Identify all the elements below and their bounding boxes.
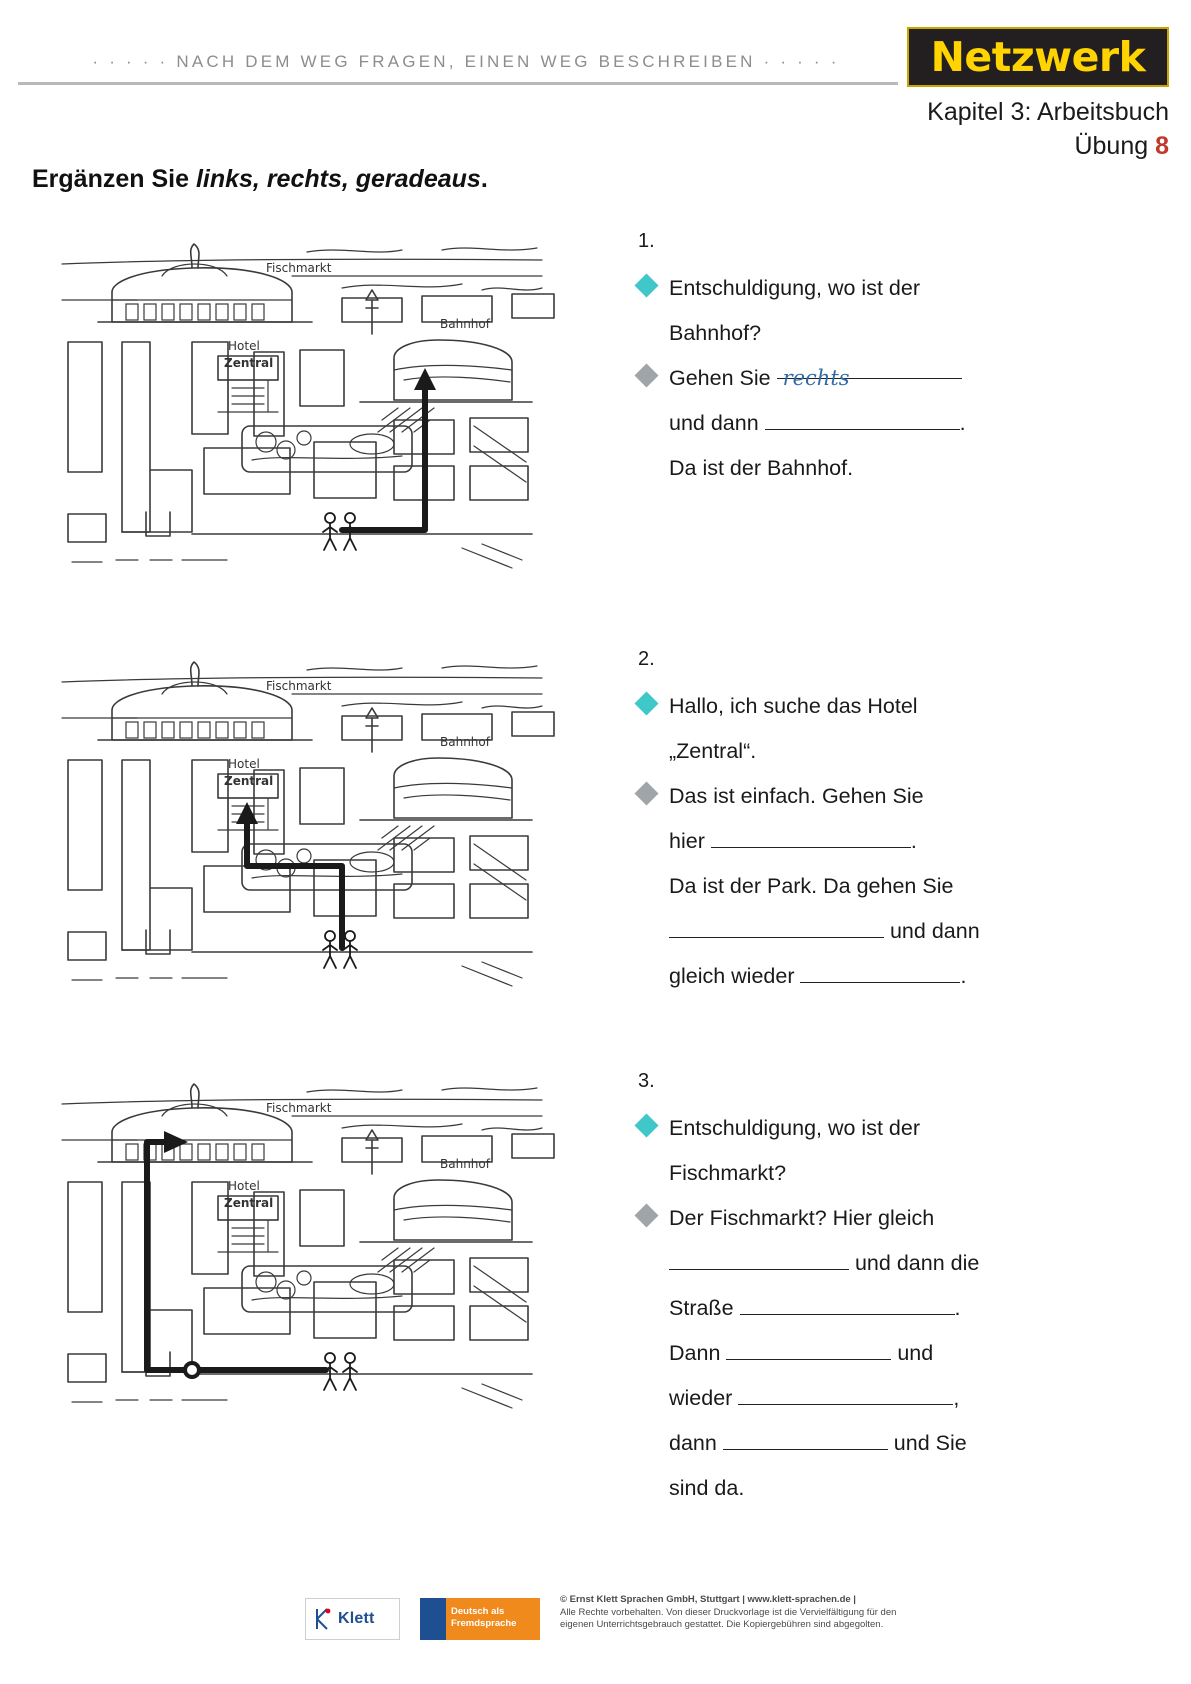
dialogue-text [669,447,1158,490]
dialogue-text [669,910,1158,953]
answer-filled[interactable]: rechts [777,357,962,379]
dialogue-text [669,1332,1158,1375]
dialogue-text [669,820,1158,863]
dialogue-line [638,910,1158,953]
dialogue-text-run: , [953,1386,960,1410]
dialogue-text [669,357,1158,400]
netzwerk-logo [907,27,1169,87]
dots-right: · · · · · [763,52,840,71]
answer-blank[interactable] [800,960,960,983]
dialogue-text [669,1242,1158,1285]
city-map-2 [42,648,562,1008]
dialogue-text [669,402,1158,445]
dialogue-line [638,820,1158,863]
dialogue-text [669,1467,1158,1510]
speaker-a-diamond-icon [634,273,658,297]
answer-blank[interactable] [765,407,960,430]
bullet-spacer [634,1473,658,1497]
map-label-hotel: Hotel [228,1179,260,1193]
speaker-b-diamond-icon [634,363,658,387]
answer-blank[interactable] [669,1247,849,1270]
dialogue-text-run: dann [669,1431,723,1455]
dialogue-text [669,1152,1158,1195]
dialogue-line [638,1377,1158,1420]
dialogue-1 [638,230,1158,492]
dialogue-line [638,1197,1158,1240]
map-drawing [42,1070,562,1430]
dialogue-text [669,730,1158,773]
instruction-line [32,165,488,194]
exercise-block-2 [0,648,1191,1048]
daf-logo [420,1598,540,1640]
header-divider [18,82,898,85]
dialogue-line [638,730,1158,773]
exercise-label-text: Übung [1074,132,1149,160]
dialogue-text-run: Gehen Sie [669,366,777,390]
exercise-block-3 [0,1070,1191,1500]
klett-mark-icon [313,1607,333,1631]
bullet-spacer [634,1338,658,1362]
dialogue-text [669,1422,1158,1465]
city-map-1 [42,230,562,590]
dialogue-text-run: . [959,411,966,435]
speaker-a-diamond-icon [634,691,658,715]
dialogue-text-run: Straße [669,1296,740,1320]
answer-blank[interactable] [723,1427,888,1450]
answer-blank[interactable] [738,1382,953,1405]
dialogue-text-run: und dann [884,919,980,943]
dialogue-text-run: Das ist einfach. Gehen Sie [669,784,924,808]
dialogue-text-run: . [910,829,917,853]
dialogue-text-run: Entschuldigung, wo ist der [669,276,920,300]
bullet-spacer [634,826,658,850]
dialogue-text-run: . [954,1296,961,1320]
dialogue-text-run: und [891,1341,934,1365]
copyright-line-1: © Ernst Klett Sprachen GmbH, Stuttgart | www.klett-sprachen.de | [560,1594,856,1605]
dialogue-text-run: Dann [669,1341,727,1365]
exercise-block-1 [0,230,1191,630]
dialogue-text [669,312,1158,355]
page-header [0,0,1191,160]
dialogue-line [638,685,1158,728]
dialogue-text-run: und dann [669,411,765,435]
daf-logo-text [446,1598,540,1640]
dialogue-text-run: Der Fischmarkt? Hier gleich [669,1206,935,1230]
map-label-zentral: Zentral [224,774,274,788]
dialogue-text [669,1107,1158,1150]
dialogue-text [669,267,1158,310]
bullet-spacer [634,1293,658,1317]
daf-logo-block [420,1598,446,1640]
dialogue-line [638,402,1158,445]
answer-blank[interactable] [726,1337,891,1360]
instruction-words: links, rechts, geradeaus [195,165,481,193]
dialogue-text-run: Da ist der Bahnhof. [669,456,854,480]
dots-left: · · · · · [92,52,169,71]
item-number: 3. [638,1070,655,1092]
netzwerk-logo-text: Netzwerk [930,33,1146,81]
klett-logo [305,1598,400,1640]
copyright-block [560,1594,960,1632]
dialogue-text [669,1197,1158,1240]
dialogue-3 [638,1070,1158,1512]
dialogue-line [638,447,1158,490]
dialogue-2 [638,648,1158,1000]
bullet-spacer [634,961,658,985]
bullet-spacer [634,1428,658,1452]
dialogue-text-run: und dann die [849,1251,980,1275]
running-title-text: NACH DEM WEG FRAGEN, EINEN WEG BESCHREIBEN [176,52,756,71]
dialogue-text-run: Hallo, ich suche das Hotel [669,694,918,718]
exercise-number: 8 [1155,132,1169,160]
bullet-spacer [634,408,658,432]
dialogue-line [638,357,1158,400]
dialogue-line [638,1152,1158,1195]
map-label-hotel: Hotel [228,339,260,353]
dialogue-line [638,1422,1158,1465]
dialogue-line [638,267,1158,310]
dialogue-text [669,1287,1158,1330]
dialogue-text-run: gleich wieder [669,964,801,988]
bullet-spacer [634,453,658,477]
map-label-fischmarkt: Fischmarkt [266,261,332,275]
dialogue-text [669,955,1158,998]
item-number: 1. [638,230,655,252]
dialogue-text-run: und Sie [887,1431,967,1455]
dialogue-line [638,865,1158,908]
dialogue-line [638,1332,1158,1375]
dialogue-text-run: wieder [669,1386,739,1410]
daf-line-1: Deutsch als [451,1606,505,1617]
dialogue-line [638,1287,1158,1330]
dialogue-text [669,685,1158,728]
bullet-spacer [634,736,658,760]
dialogue-text-run: Fischmarkt? [669,1161,787,1185]
answer-blank[interactable] [669,915,884,938]
map-label-fischmarkt: Fischmarkt [266,1101,332,1115]
instruction-suffix: . [480,165,488,193]
dialogue-text [669,775,1158,818]
city-map-3 [42,1070,562,1430]
dialogue-text [669,1377,1158,1420]
dialogue-text [669,865,1158,908]
dialogue-text-run: . [960,964,967,988]
map-drawing [42,648,562,1008]
map-label-bahnhof: Bahnhof [440,735,490,749]
dialogue-text-run: hier [669,829,711,853]
bullet-spacer [634,916,658,940]
speaker-b-diamond-icon [634,781,658,805]
bullet-spacer [634,1383,658,1407]
speaker-a-diamond-icon [634,1113,658,1137]
map-label-bahnhof: Bahnhof [440,1157,490,1171]
dialogue-text-run: Entschuldigung, wo ist der [669,1116,920,1140]
dialogue-line [638,1467,1158,1510]
copyright-line-2: Alle Rechte vorbehalten. Von dieser Druckvorlage ist die Vervielfältigung für den [560,1606,897,1618]
klett-logo-text: Klett [338,1610,375,1627]
bullet-spacer [634,1248,658,1272]
running-title [30,52,902,72]
dialogue-line [638,1107,1158,1150]
map-label-fischmarkt: Fischmarkt [266,679,332,693]
map-label-zentral: Zentral [224,1196,274,1210]
answer-blank[interactable] [711,825,911,848]
map-label-hotel: Hotel [228,757,260,771]
daf-line-2: Fremdsprache [451,1618,517,1629]
dialogue-line [638,955,1158,998]
dialogue-text-run: sind da. [669,1476,745,1500]
bullet-spacer [634,1158,658,1182]
map-label-zentral: Zentral [224,356,274,370]
dialogue-text-run: „Zentral“. [669,739,757,763]
page-footer [0,1588,1191,1658]
copyright-line-3: eigenen Unterrichtsgebrauch gestattet. Die Kopiergebühren sind abgegolten. [560,1619,884,1630]
answer-blank[interactable] [740,1292,955,1315]
map-label-bahnhof: Bahnhof [440,317,490,331]
dialogue-line [638,1242,1158,1285]
bullet-spacer [634,318,658,342]
dialogue-text-run: Da ist der Park. Da gehen Sie [669,874,954,898]
instruction-prefix: Ergänzen Sie [32,165,196,193]
exercise-label [1074,132,1169,161]
speaker-b-diamond-icon [634,1203,658,1227]
item-number: 2. [638,648,655,670]
map-drawing [42,230,562,590]
dialogue-line [638,312,1158,355]
dialogue-text-run: Bahnhof? [669,321,762,345]
chapter-label: Kapitel 3: Arbeitsbuch [927,98,1169,126]
dialogue-line [638,775,1158,818]
bullet-spacer [634,871,658,895]
